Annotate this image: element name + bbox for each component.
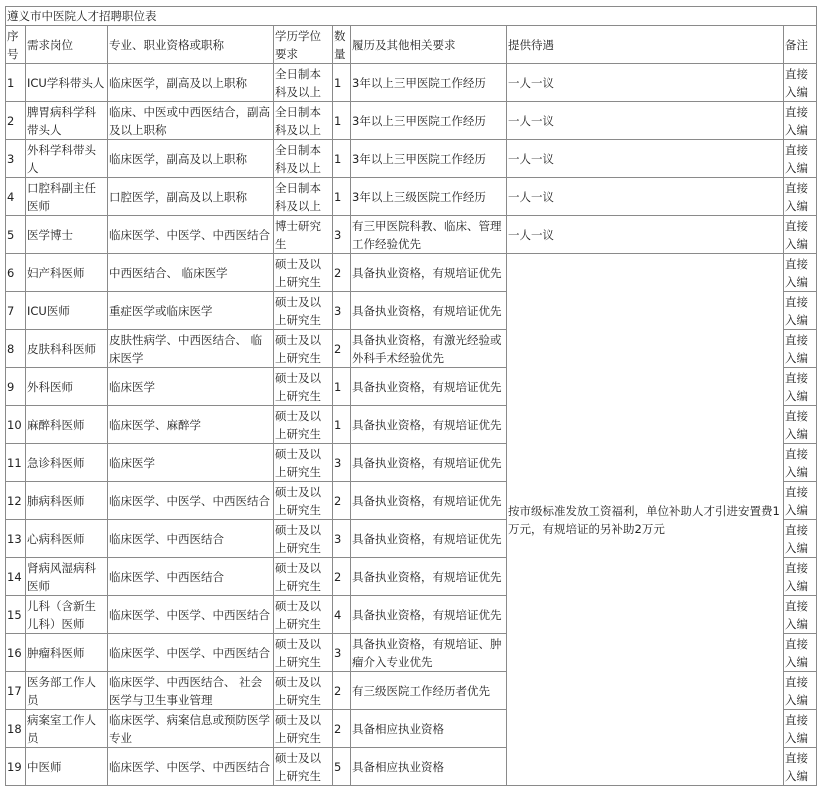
cell-note: 直接入编 <box>784 748 817 786</box>
recruitment-table <box>5 6 817 786</box>
cell-note: 直接入编 <box>784 444 817 482</box>
cell-requirements: 有三甲医院科教、临床、管理工作经验优先 <box>351 216 507 254</box>
cell-degree: 硕士及以上研究生 <box>274 634 333 672</box>
cell-degree: 硕士及以上研究生 <box>274 254 333 292</box>
cell-note: 直接入编 <box>784 520 817 558</box>
cell-degree: 硕士及以上研究生 <box>274 672 333 710</box>
cell-position: 口腔科副主任医师 <box>26 178 108 216</box>
table-row <box>6 178 817 216</box>
header-count: 数量 <box>333 26 351 64</box>
cell-degree: 硕士及以上研究生 <box>274 482 333 520</box>
cell-note: 直接入编 <box>784 292 817 330</box>
cell-requirements: 有三级医院工作经历者优先 <box>351 672 507 710</box>
cell-requirements: 具备执业资格，有规培证优先 <box>351 292 507 330</box>
header-note: 备注 <box>784 26 817 64</box>
cell-seq: 16 <box>6 634 26 672</box>
cell-requirements: 具备执业资格，有规培证优先 <box>351 558 507 596</box>
cell-requirements: 具备执业资格，有规培证优先 <box>351 254 507 292</box>
cell-note: 直接入编 <box>784 330 817 368</box>
cell-major: 临床医学，副高及以上职称 <box>108 140 274 178</box>
cell-benefits: 一人一议 <box>507 140 784 178</box>
cell-degree: 硕士及以上研究生 <box>274 558 333 596</box>
cell-note: 直接入编 <box>784 368 817 406</box>
cell-requirements: 具备执业资格，有规培证优先 <box>351 520 507 558</box>
cell-major: 临床医学、中医学、中西医结合 <box>108 482 274 520</box>
cell-seq: 5 <box>6 216 26 254</box>
cell-benefits: 一人一议 <box>507 64 784 102</box>
cell-note: 直接入编 <box>784 634 817 672</box>
cell-position: 医学博士 <box>26 216 108 254</box>
cell-requirements: 具备执业资格，有规培证优先 <box>351 596 507 634</box>
cell-position: 脾胃病科学科带头人 <box>26 102 108 140</box>
cell-benefits: 一人一议 <box>507 216 784 254</box>
cell-count: 2 <box>333 330 351 368</box>
cell-requirements: 具备执业资格，有规培证优先 <box>351 368 507 406</box>
cell-count: 1 <box>333 368 351 406</box>
cell-requirements: 3年以上三甲医院工作经历 <box>351 140 507 178</box>
cell-position: 肿瘤科医师 <box>26 634 108 672</box>
cell-note: 直接入编 <box>784 596 817 634</box>
cell-note: 直接入编 <box>784 254 817 292</box>
cell-degree: 硕士及以上研究生 <box>274 520 333 558</box>
cell-count: 5 <box>333 748 351 786</box>
cell-seq: 14 <box>6 558 26 596</box>
cell-degree: 全日制本科及以上 <box>274 140 333 178</box>
cell-requirements: 具备执业资格，有规培证优先 <box>351 444 507 482</box>
cell-requirements: 具备执业资格，有激光经验或外科手术经验优先 <box>351 330 507 368</box>
cell-position: 中医师 <box>26 748 108 786</box>
cell-seq: 17 <box>6 672 26 710</box>
cell-position: 外科医师 <box>26 368 108 406</box>
cell-degree: 硕士及以上研究生 <box>274 444 333 482</box>
cell-major: 临床医学 <box>108 444 274 482</box>
cell-count: 1 <box>333 140 351 178</box>
cell-position: 肾病风湿病科医师 <box>26 558 108 596</box>
cell-count: 3 <box>333 216 351 254</box>
cell-note: 直接入编 <box>784 178 817 216</box>
cell-degree: 硕士及以上研究生 <box>274 330 333 368</box>
cell-note: 直接入编 <box>784 140 817 178</box>
cell-major: 临床医学、中西医结合 <box>108 520 274 558</box>
recruitment-table-container <box>5 6 817 786</box>
cell-requirements: 具备相应执业资格 <box>351 710 507 748</box>
cell-seq: 19 <box>6 748 26 786</box>
cell-degree: 硕士及以上研究生 <box>274 292 333 330</box>
cell-major: 临床医学、中医学、中西医结合 <box>108 748 274 786</box>
cell-note: 直接入编 <box>784 672 817 710</box>
cell-position: 肺病科医师 <box>26 482 108 520</box>
cell-count: 2 <box>333 482 351 520</box>
cell-note: 直接入编 <box>784 710 817 748</box>
cell-seq: 2 <box>6 102 26 140</box>
cell-seq: 3 <box>6 140 26 178</box>
cell-major: 皮肤性病学、中西医结合、 临床医学 <box>108 330 274 368</box>
cell-major: 中西医结合、 临床医学 <box>108 254 274 292</box>
cell-count: 3 <box>333 444 351 482</box>
cell-major: 临床医学、中医学、中西医结合 <box>108 216 274 254</box>
cell-degree: 硕士及以上研究生 <box>274 406 333 444</box>
cell-count: 4 <box>333 596 351 634</box>
cell-degree: 全日制本科及以上 <box>274 178 333 216</box>
cell-position: ICU学科带头人 <box>26 64 108 102</box>
table-row <box>6 216 817 254</box>
table-header-row <box>6 26 817 64</box>
header-requirements: 履历及其他相关要求 <box>351 26 507 64</box>
cell-degree: 全日制本科及以上 <box>274 102 333 140</box>
cell-count: 1 <box>333 406 351 444</box>
cell-position: 急诊科医师 <box>26 444 108 482</box>
table-title: 遵义市中医院人才招聘职位表 <box>6 7 817 26</box>
header-seq: 序号 <box>6 26 26 64</box>
cell-count: 3 <box>333 634 351 672</box>
cell-seq: 6 <box>6 254 26 292</box>
cell-note: 直接入编 <box>784 216 817 254</box>
cell-position: 病案室工作人员 <box>26 710 108 748</box>
cell-count: 1 <box>333 102 351 140</box>
cell-position: 医务部工作人员 <box>26 672 108 710</box>
cell-requirements: 3年以上三甲医院工作经历 <box>351 102 507 140</box>
cell-seq: 9 <box>6 368 26 406</box>
cell-note: 直接入编 <box>784 102 817 140</box>
cell-degree: 硕士及以上研究生 <box>274 596 333 634</box>
cell-note: 直接入编 <box>784 482 817 520</box>
cell-seq: 1 <box>6 64 26 102</box>
table-row <box>6 102 817 140</box>
cell-major: 临床医学、中西医结合 <box>108 558 274 596</box>
table-row <box>6 64 817 102</box>
cell-count: 3 <box>333 520 351 558</box>
cell-count: 3 <box>333 292 351 330</box>
cell-major: 临床医学、中西医结合、 社会医学与卫生事业管理 <box>108 672 274 710</box>
header-position: 需求岗位 <box>26 26 108 64</box>
cell-requirements: 具备相应执业资格 <box>351 748 507 786</box>
cell-degree: 硕士及以上研究生 <box>274 368 333 406</box>
cell-seq: 8 <box>6 330 26 368</box>
cell-position: 心病科医师 <box>26 520 108 558</box>
cell-seq: 10 <box>6 406 26 444</box>
shared-benefit-cell: 按市级标准发放工资福利，单位补助人才引进安置费1万元，有规培证的另补助2万元 <box>507 254 784 786</box>
cell-seq: 11 <box>6 444 26 482</box>
cell-benefits: 一人一议 <box>507 178 784 216</box>
cell-requirements: 3年以上三甲医院工作经历 <box>351 64 507 102</box>
cell-count: 1 <box>333 178 351 216</box>
cell-degree: 博士研究生 <box>274 216 333 254</box>
cell-seq: 18 <box>6 710 26 748</box>
cell-seq: 4 <box>6 178 26 216</box>
table-row <box>6 140 817 178</box>
cell-major: 临床医学、中医学、中西医结合 <box>108 634 274 672</box>
cell-requirements: 3年以上三级医院工作经历 <box>351 178 507 216</box>
cell-benefits: 一人一议 <box>507 102 784 140</box>
cell-position: 皮肤科科医师 <box>26 330 108 368</box>
cell-major: 临床、中医或中西医结合，副高及以上职称 <box>108 102 274 140</box>
cell-major: 口腔医学，副高及以上职称 <box>108 178 274 216</box>
cell-requirements: 具备执业资格，有规培证优先 <box>351 482 507 520</box>
cell-note: 直接入编 <box>784 558 817 596</box>
cell-major: 临床医学，副高及以上职称 <box>108 64 274 102</box>
cell-position: 儿科（含新生儿科）医师 <box>26 596 108 634</box>
header-degree: 学历学位要求 <box>274 26 333 64</box>
cell-requirements: 具备执业资格，有规培证、肿瘤介入专业优先 <box>351 634 507 672</box>
cell-degree: 硕士及以上研究生 <box>274 710 333 748</box>
cell-note: 直接入编 <box>784 406 817 444</box>
cell-count: 2 <box>333 710 351 748</box>
cell-position: 外科学科带头人 <box>26 140 108 178</box>
cell-position: ICU医师 <box>26 292 108 330</box>
cell-seq: 12 <box>6 482 26 520</box>
cell-major: 临床医学、病案信息或预防医学专业 <box>108 710 274 748</box>
header-benefits: 提供待遇 <box>507 26 784 64</box>
cell-position: 妇产科医师 <box>26 254 108 292</box>
cell-seq: 7 <box>6 292 26 330</box>
cell-major: 重症医学或临床医学 <box>108 292 274 330</box>
cell-major: 临床医学、中医学、中西医结合 <box>108 596 274 634</box>
cell-seq: 15 <box>6 596 26 634</box>
cell-degree: 硕士及以上研究生 <box>274 748 333 786</box>
cell-major: 临床医学 <box>108 368 274 406</box>
table-row <box>6 254 817 292</box>
cell-count: 1 <box>333 64 351 102</box>
cell-count: 2 <box>333 254 351 292</box>
cell-degree: 全日制本科及以上 <box>274 64 333 102</box>
cell-note: 直接入编 <box>784 64 817 102</box>
cell-seq: 13 <box>6 520 26 558</box>
cell-requirements: 具备执业资格，有规培证优先 <box>351 406 507 444</box>
cell-major: 临床医学、麻醉学 <box>108 406 274 444</box>
cell-position: 麻醉科医师 <box>26 406 108 444</box>
header-major: 专业、职业资格或职称 <box>108 26 274 64</box>
cell-count: 2 <box>333 558 351 596</box>
cell-count: 2 <box>333 672 351 710</box>
